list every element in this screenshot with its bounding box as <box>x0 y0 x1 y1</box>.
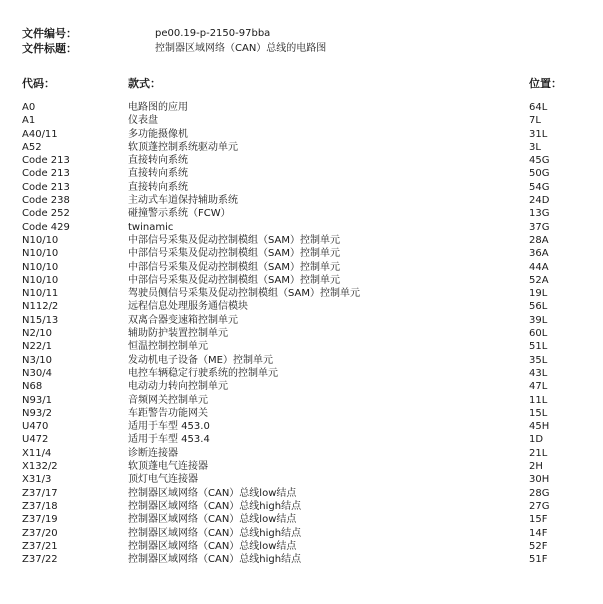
component-position: 3L <box>529 141 541 153</box>
component-code: N2/10 <box>22 328 52 340</box>
list-item <box>0 447 603 460</box>
component-code: Code 213 <box>22 155 70 167</box>
component-code: A52 <box>22 141 42 153</box>
component-position: 50G <box>529 168 550 180</box>
list-item <box>0 128 603 141</box>
component-code: Z37/19 <box>22 514 58 526</box>
component-position: 44A <box>529 261 549 273</box>
component-code: N93/1 <box>22 394 52 406</box>
component-position: 14F <box>529 527 548 539</box>
component-code: N22/1 <box>22 341 52 353</box>
list-item <box>0 300 603 313</box>
component-position: 15F <box>529 514 548 526</box>
component-description: 控制器区域网络（CAN）总线low结点 <box>128 487 297 499</box>
component-description: 控制器区域网络（CAN）总线high结点 <box>128 554 302 566</box>
list-item <box>0 380 603 393</box>
component-description: 中部信号采集及促动控制模组（SAM）控制单元 <box>128 234 341 246</box>
list-item <box>0 194 603 207</box>
list-item <box>0 247 603 260</box>
list-item <box>0 367 603 380</box>
component-code: U470 <box>22 421 49 433</box>
component-position: 43L <box>529 367 548 379</box>
component-description: 控制器区域网络（CAN）总线high结点 <box>128 527 302 539</box>
component-description: 软顶蓬电气连接器 <box>128 461 208 473</box>
component-code: X11/4 <box>22 447 52 459</box>
component-description: 控制器区域网络（CAN）总线low结点 <box>128 540 297 552</box>
component-description: 直接转向系统 <box>128 181 188 193</box>
component-position: 2H <box>529 461 543 473</box>
component-description: 主动式车道保持辅助系统 <box>128 195 238 207</box>
component-position: 45G <box>529 155 550 167</box>
component-position: 31L <box>529 128 548 140</box>
list-item <box>0 513 603 526</box>
component-code: U472 <box>22 434 49 446</box>
component-description: 电路图的应用 <box>128 102 188 113</box>
component-code: Code 252 <box>22 208 70 220</box>
list-item <box>0 487 603 500</box>
component-description: 远程信息处理服务通信模块 <box>128 301 248 313</box>
component-description: 直接转向系统 <box>128 168 188 180</box>
component-code: X31/3 <box>22 474 52 486</box>
component-description: 辅助防护装置控制单元 <box>128 328 228 340</box>
component-position: 52A <box>529 274 549 286</box>
component-position: 11L <box>529 394 548 406</box>
list-item <box>0 540 603 553</box>
component-code: N10/10 <box>22 234 59 246</box>
component-code: N10/11 <box>22 288 59 300</box>
component-description: 音频网关控制单元 <box>128 394 208 406</box>
list-item <box>0 114 603 127</box>
list-item <box>0 234 603 247</box>
component-code: N30/4 <box>22 367 52 379</box>
list-item <box>0 287 603 300</box>
component-code: Z37/21 <box>22 540 58 552</box>
component-position: 21L <box>529 447 548 459</box>
component-description: 直接转向系统 <box>128 155 188 167</box>
component-position: 28G <box>529 487 550 499</box>
list-item <box>0 407 603 420</box>
component-description: 驾驶员侧信号采集及促动控制模组（SAM）控制单元 <box>128 288 361 300</box>
component-position: 7L <box>529 115 541 127</box>
component-position: 15L <box>529 407 548 419</box>
component-description: 车距警告功能网关 <box>128 407 208 419</box>
list-item <box>0 327 603 340</box>
component-position: 19L <box>529 288 548 300</box>
doc-title-value: 控制器区域网络（CAN）总线的电路图 <box>155 43 327 54</box>
component-position: 64L <box>529 102 548 113</box>
component-description: 发动机电子设备（ME）控制单元 <box>128 354 273 366</box>
list-item <box>0 181 603 194</box>
component-code: N10/10 <box>22 274 59 286</box>
component-description: twinamic <box>128 221 174 233</box>
list-item <box>0 394 603 407</box>
component-code: N93/2 <box>22 407 52 419</box>
component-position: 28A <box>529 234 549 246</box>
component-position: 54G <box>529 181 550 193</box>
list-item <box>0 207 603 220</box>
component-code: A0 <box>22 102 36 113</box>
component-code: A40/11 <box>22 128 58 140</box>
list-item <box>0 141 603 154</box>
component-code: Z37/17 <box>22 487 58 499</box>
column-header-desc: 款式： <box>128 77 161 90</box>
component-position: 1D <box>529 434 544 446</box>
list-item <box>0 221 603 234</box>
component-description: 碰撞警示系统（FCW） <box>128 208 231 220</box>
list-item <box>0 154 603 167</box>
component-description: 双离合器变速箱控制单元 <box>128 314 238 326</box>
component-description: 电动动力转向控制单元 <box>128 381 228 393</box>
list-item <box>0 460 603 473</box>
component-code: Code 213 <box>22 181 70 193</box>
component-position: 30H <box>529 474 550 486</box>
list-item <box>0 340 603 353</box>
component-code: N68 <box>22 381 43 393</box>
component-code: N10/10 <box>22 248 59 260</box>
component-description: 仪表盘 <box>128 115 158 127</box>
doc-number-label: 文件编号： <box>22 27 77 40</box>
component-code: Z37/18 <box>22 500 58 512</box>
component-description: 软顶蓬控制系统驱动单元 <box>128 141 238 153</box>
component-position: 35L <box>529 354 548 366</box>
component-position: 13G <box>529 208 550 220</box>
component-description: 顶灯电气连接器 <box>128 474 198 486</box>
component-description: 中部信号采集及促动控制模组（SAM）控制单元 <box>128 248 341 260</box>
component-code: Z37/20 <box>22 527 58 539</box>
component-description: 多功能摄像机 <box>128 128 188 140</box>
list-item <box>0 420 603 433</box>
component-description: 电控车辆稳定行驶系统的控制单元 <box>128 367 278 379</box>
component-code: N10/10 <box>22 261 59 273</box>
component-position: 60L <box>529 328 548 340</box>
component-description: 适用于车型 453.4 <box>128 434 210 446</box>
component-list <box>0 101 603 566</box>
component-position: 56L <box>529 301 548 313</box>
column-header-position: 位置： <box>529 77 562 90</box>
component-position: 51F <box>529 554 548 566</box>
list-item <box>0 354 603 367</box>
component-code: A1 <box>22 115 36 127</box>
component-code: Code 238 <box>22 195 70 207</box>
component-description: 控制器区域网络（CAN）总线low结点 <box>128 514 297 526</box>
column-header-code: 代码： <box>22 77 55 90</box>
list-item <box>0 500 603 513</box>
component-position: 52F <box>529 540 548 552</box>
list-item <box>0 473 603 486</box>
component-description: 控制器区域网络（CAN）总线high结点 <box>128 500 302 512</box>
component-description: 中部信号采集及促动控制模组（SAM）控制单元 <box>128 261 341 273</box>
component-description: 诊断连接器 <box>128 447 178 459</box>
list-item <box>0 433 603 446</box>
list-item <box>0 261 603 274</box>
list-item <box>0 167 603 180</box>
component-position: 47L <box>529 381 548 393</box>
component-position: 39L <box>529 314 548 326</box>
component-description: 适用于车型 453.0 <box>128 421 210 433</box>
doc-title-label: 文件标题： <box>22 42 77 55</box>
component-position: 45H <box>529 421 550 433</box>
component-code: Z37/22 <box>22 554 58 566</box>
list-item <box>0 101 603 114</box>
component-position: 37G <box>529 221 550 233</box>
component-description: 恒温控制控制单元 <box>128 341 208 353</box>
component-code: Code 213 <box>22 168 70 180</box>
list-item <box>0 274 603 287</box>
doc-number-value: pe00.19-p-2150-97bba <box>155 28 271 39</box>
component-code: N112/2 <box>22 301 59 313</box>
component-code: Code 429 <box>22 221 70 233</box>
component-code: N3/10 <box>22 354 52 366</box>
component-position: 51L <box>529 341 548 353</box>
list-item <box>0 314 603 327</box>
component-position: 24D <box>529 195 550 207</box>
component-position: 27G <box>529 500 550 512</box>
component-description: 中部信号采集及促动控制模组（SAM）控制单元 <box>128 274 341 286</box>
component-code: N15/13 <box>22 314 59 326</box>
component-code: X132/2 <box>22 461 58 473</box>
list-item <box>0 527 603 540</box>
component-position: 36A <box>529 248 549 260</box>
list-item <box>0 553 603 566</box>
